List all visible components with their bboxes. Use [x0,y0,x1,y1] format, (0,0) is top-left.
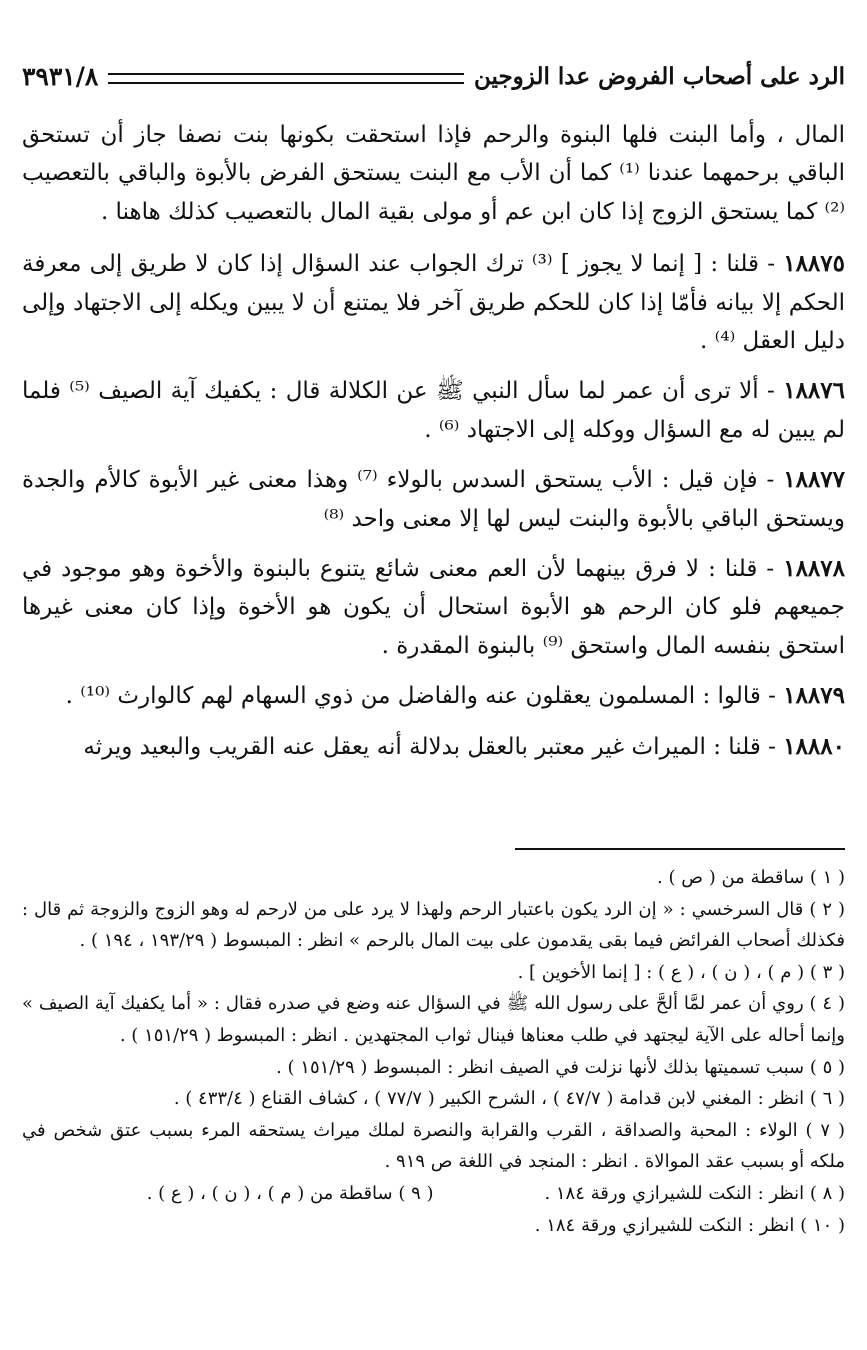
footnote: ( ٣ ) ( م ) ، ( ن ) ، ( ع ) : [ إنما الأخوين ] . [517,961,845,983]
paragraph [22,728,845,766]
paragraph-number: ١٨٨٨٠ [783,732,845,760]
footnote: ( ٦ ) انظر : المغني لابن قدامة ( ٤٧/٧ ) ، الشرح الكبير ( ٧٧/٧ ) ، كشاف القناع ( ٤٣٣/٤ ) . [173,1088,845,1110]
paragraph-number: ١٨٨٧٧ [783,466,846,494]
footnote-pair [22,1178,845,1210]
paragraph [22,245,845,360]
footnote: ( ١ ) ساقطة من ( ص ) . [657,867,845,888]
paragraph [22,550,845,665]
paragraph [22,461,845,538]
paragraph-text: - قلنا : [ إنما لا يجوز ] ⁽³⁾ ترك الجواب عند السؤال إذا كان لا طريق إلى معرفة الحكم إلا بيانه فأمّا إذا كان للحكم طريق آخر فلا يمتنع أن لا يبين ويكله إلى الاجتهاد وإلى دليل العقل ⁽⁴⁾ . [22,251,845,355]
paragraph [22,677,845,715]
header-double-rule [108,73,464,84]
footnote: ( ١٠ ) انظر : النكت للشيرازي ورقة ١٨٤ . [534,1214,845,1236]
paragraph-text: - فإن قيل : الأب يستحق السدس بالولاء ⁽⁷⁾ وهذا معنى غير الأبوة كالأم والجدة ويستحق الباقي بالأبوة والبنت ليس لها إلا معنى واحد ⁽⁸⁾ [22,467,845,532]
footnote: ( ٧ ) الولاء : المحبة والصداقة ، القرب والقرابة والنصرة لملك ميراث يستحقه المرء بسبب عتق شخص في ملكه أو بسبب عقد الموالاة . انظر : المنجد في اللغة ص ٩١٩ . [22,1119,845,1173]
paragraph-text: - ألا ترى أن عمر لما سأل النبي ﷺ عن الكلالة قال : يكفيك آية الصيف ⁽⁵⁾ فلما لم يبين له مع السؤال ووكله إلى الاجتهاد ⁽⁶⁾ . [22,378,845,443]
footnotes [22,862,845,1241]
page-header [22,56,845,96]
paragraph-text: المال ، وأما البنت فلها البنوة والرحم فإذا استحقت بكونها بنت نصفا جاز أن تستحق الباقي برحمهما عندنا ⁽¹⁾ كما أن الأب مع البنت يستحق الفرض بالأبوة والباقي بالتعصيب ⁽²⁾ كما يستحق الزوج إذا كان ابن عم أو مولى بقية المال بالتعصيب كذلك هاهنا . [22,122,845,225]
paragraph-number: ١٨٨٧٨ [783,555,845,583]
main-text [22,116,845,778]
footnote: ( ٨ ) انظر : النكت للشيرازي ورقة ١٨٤ . [544,1182,845,1204]
paragraph-number: ١٨٨٧٥ [783,250,845,278]
paragraph-text: - قالوا : المسلمون يعقلون عنه والفاضل من ذوي السهام لهم كالوارث ⁽¹⁰⁾ . [65,683,784,710]
footnote: ( ٢ ) قال السرخسي : « إن الرد يكون باعتبار الرحم ولهذا لا يرد على من لارحم له وهو الزوج والزوجة ثم قال : فكذلك أصحاب الفرائض فيما بقى يقدمون على بيت المال بالرحم » انظر : المبسوط ( ١٩٣/٢٩ ، ١٩٤ ) . [22,898,845,952]
paragraph-text: - قلنا : لا فرق بينهما لأن العم معنى شائع يتنوع بالبنوة والأخوة وهو موجود في جميعهم فلو كان الرحم هو الأبوة استحال أن يكون هو الأخوة وإذا كان معنى غيرها استحق بنفسه المال واستحق ⁽⁹⁾ بالبنوة المقدرة . [22,556,845,659]
footnote: ( ٥ ) سبب تسميتها بذلك لأنها نزلت في الصيف انظر : المبسوط ( ١٥١/٢٩ ) . [276,1056,845,1078]
page-number: ٣٩٣١/٨ [22,61,99,91]
paragraph [22,116,845,231]
paragraph-number: ١٨٨٧٦ [783,377,845,405]
footnote-separator [515,848,845,850]
paragraph [22,372,845,449]
footnote: ( ٤ ) روي أن عمر لمَّا ألحَّ على رسول الله ﷺ في السؤال عنه وضع في صدره فقال : « أما يكفيك آية الصيف » وإنما أحاله على الآية ليجتهد في طلب معناها فينال ثواب المجتهدين . انظر : المبسوط ( ١٥١/٢٩ ) . [22,993,845,1046]
paragraph-number: ١٨٨٧٩ [783,682,845,710]
running-title: الرد على أصحاب الفروض عدا الزوجين [474,62,845,90]
footnote: ( ٩ ) ساقطة من ( م ) ، ( ن ) ، ( ع ) . [146,1182,434,1204]
document-page [22,0,845,1350]
paragraph-text: - قلنا : الميراث غير معتبر بالعقل بدلالة أنه يعقل عنه القريب والبعيد ويرثه [83,733,784,760]
